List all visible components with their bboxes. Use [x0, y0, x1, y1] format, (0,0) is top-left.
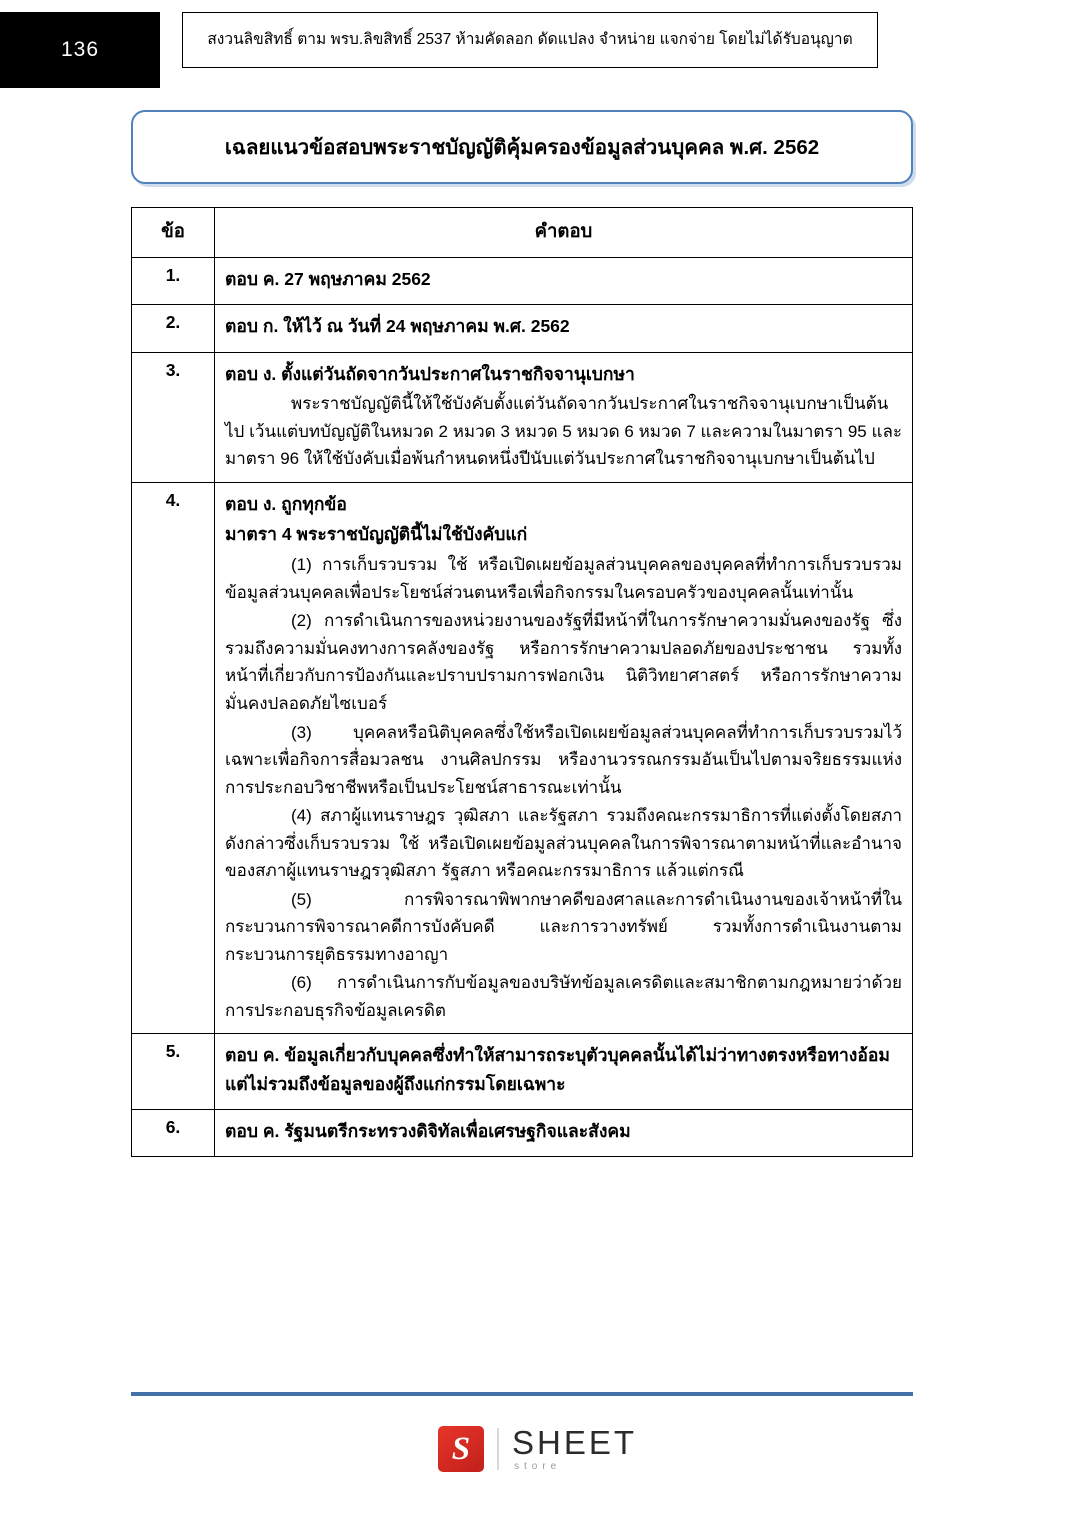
row-answer — [215, 1034, 913, 1110]
row-number: 3. — [132, 352, 215, 482]
table-row — [132, 1034, 913, 1110]
answer-heading: ตอบ ค. ข้อมูลเกี่ยวกับบุคคลซึ่งทำให้สามารถระบุตัวบุคคลนั้นได้ไม่ว่าทางตรงหรือทางอ้อม แต่ไม่รวมถึงข้อมูลของผู้ถึงแก่กรรมโดยเฉพาะ — [225, 1045, 890, 1094]
row-number: 2. — [132, 305, 215, 352]
answer-paragraph: (2) การดำเนินการของหน่วยงานของรัฐที่มีหน้าที่ในการรักษาความมั่นคงของรัฐ ซึ่งรวมถึงความมั่นคงทางการคลังของรัฐ หรือการรักษาความปลอดภัยของประชาชน รวมทั้งหน้าที่เกี่ยวกับการป้องกันและปราบปรามการฟอกเงิน นิติวิทยาศาสตร์ หรือการรักษาความมั่นคงปลอดภัยไซเบอร์ — [225, 611, 902, 713]
page-title: เฉลยแนวข้อสอบพระราชบัญญัติคุ้มครองข้อมูลส่วนบุคคล พ.ศ. 2562 — [224, 135, 820, 159]
copyright-notice-box — [182, 12, 878, 68]
answer-paragraph: (5) การพิจารณาพิพากษาคดีของศาลและการดำเนินงานของเจ้าหน้าที่ในกระบวนการพิจารณาคดีการบังคับคดี และการวางทรัพย์ รวมทั้งการดำเนินงานตามกระบวนการยุติธรรมทางอาญา — [225, 889, 902, 964]
row-answer — [215, 352, 913, 482]
answer-heading: ตอบ ก. ให้ไว้ ณ วันที่ 24 พฤษภาคม พ.ศ. 2562 — [225, 316, 570, 337]
logo-divider — [497, 1428, 499, 1470]
answer-paragraph: (3) บุคคลหรือนิติบุคคลซึ่งใช้หรือเปิดเผยข้อมูลส่วนบุคคลที่ทำการเก็บรวบรวมไว้เฉพาะเพื่อกิจการสื่อมวลชน งานศิลปกรรม หรืองานวรรณกรรมอันเป็นไปตามจริยธรรมแห่งการประกอบวิชาชีพหรือเป็นประโยชน์สาธารณะเท่านั้น — [225, 722, 902, 797]
document-title-banner — [131, 110, 913, 184]
answer-paragraph: (6) การดำเนินการกับข้อมูลของบริษัทข้อมูลเครดิตและสมาชิกตามกฎหมายว่าด้วยการประกอบธุรกิจข้อมูลเครดิต — [225, 973, 902, 1020]
table-row — [132, 1110, 913, 1157]
answer-subheading: มาตรา 4 พระราชบัญญัตินี้ไม่ใช้บังคับแก่ — [225, 523, 528, 544]
table-row — [132, 305, 913, 352]
sheet-store-logo-icon: S — [438, 1426, 484, 1472]
table-header-row — [132, 208, 913, 258]
answer-heading: ตอบ ค. 27 พฤษภาคม 2562 — [225, 269, 431, 289]
row-answer — [215, 258, 913, 305]
page-header — [0, 0, 1075, 100]
copyright-notice-text: สงวนลิขสิทธิ์ ตาม พรบ.ลิขสิทธิ์ 2537 ห้ามคัดลอก ดัดแปลง จำหน่าย แจกจ่าย โดยไม่ได้รับอนุญาต — [207, 30, 853, 48]
answer-heading: ตอบ ง. ตั้งแต่วันถัดจากวันประกาศในราชกิจจานุเบกษา — [225, 363, 635, 384]
row-number: 4. — [132, 482, 215, 1034]
page-number: 136 — [0, 12, 160, 88]
answer-paragraph: พระราชบัญญัตินี้ให้ใช้บังคับตั้งแต่วันถัดจากวันประกาศในราชกิจจานุเบกษาเป็นต้นไป เว้นแต่บทบัญญัติในหมวด 2 หมวด 3 หมวด 5 หมวด 6 หมวด 7 และความในมาตรา 95 และมาตรา 96 ให้ใช้บังคับเมื่อพ้นกำหนดหนึ่งปีนับแต่วันประกาศในราชกิจจานุเบกษาเป็นต้นไป — [225, 394, 902, 469]
footer-logo — [0, 1418, 1075, 1480]
column-header-number: ข้อ — [132, 208, 215, 258]
footer-divider — [131, 1392, 913, 1396]
row-number: 6. — [132, 1110, 215, 1157]
table-row — [132, 482, 913, 1034]
answer-paragraph: (1) การเก็บรวบรวม ใช้ หรือเปิดเผยข้อมูลส่วนบุคคลของบุคคลที่ทำการเก็บรวบรวมข้อมูลส่วนบุคคลเพื่อประโยชน์ส่วนตนหรือเพื่อกิจกรรมในครอบครัวของบุคคลนั้นเท่านั้น — [225, 555, 902, 602]
row-answer — [215, 305, 913, 352]
answer-paragraph: (4) สภาผู้แทนราษฎร วุฒิสภา และรัฐสภา รวมถึงคณะกรรมาธิการที่แต่งตั้งโดยสภาดังกล่าวซึ่งเก็บรวบรวม ใช้ หรือเปิดเผยข้อมูลส่วนบุคคลในการพิจารณาตามหน้าที่และอำนาจของสภาผู้แทนราษฎรวุฒิสภา รัฐสภา หรือคณะกรรมาธิการ แล้วแต่กรณี — [225, 806, 902, 881]
row-number: 1. — [132, 258, 215, 305]
table-row — [132, 352, 913, 482]
logo-subtitle: store — [513, 1461, 562, 1472]
table-row — [132, 258, 913, 305]
answer-heading: ตอบ ง. ถูกทุกข้อ — [225, 493, 347, 514]
column-header-answer: คำตอบ — [215, 208, 913, 258]
row-answer — [215, 1110, 913, 1157]
logo-text-block — [512, 1426, 637, 1472]
answer-heading: ตอบ ค. รัฐมนตรีกระทรวงดิจิทัลเพื่อเศรษฐกิจและสังคม — [225, 1121, 631, 1142]
row-number: 5. — [132, 1034, 215, 1110]
logo-title: SHEET — [511, 1424, 638, 1461]
answer-key-table — [131, 207, 913, 1157]
row-answer — [215, 482, 913, 1034]
